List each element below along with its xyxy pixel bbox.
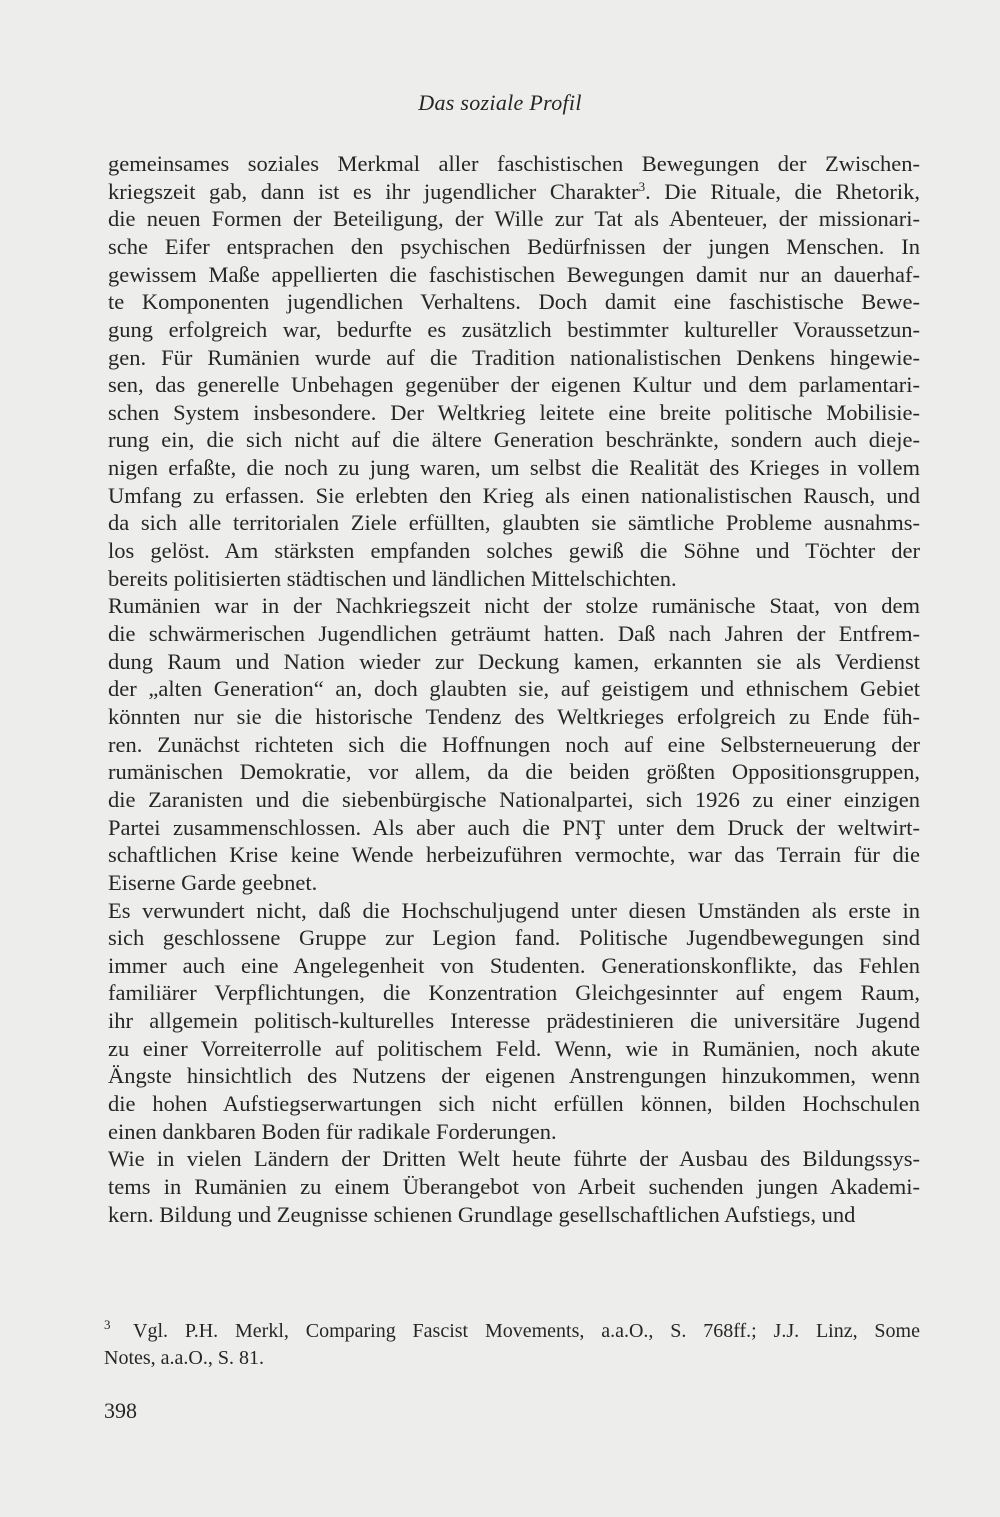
- text-line: einen dankbaren Boden für radikale Forderungen.: [108, 1119, 557, 1144]
- text-line: dung Raum und Nation wieder zur Deckung kamen, erkannten sie als Verdienst: [108, 649, 920, 674]
- text-line: Eiserne Garde geebnet.: [108, 870, 318, 895]
- text-line: kern. Bildung und Zeugnisse schienen Grundlage gesellschaftlichen Aufstiegs, und: [108, 1202, 856, 1227]
- text-line: da sich alle territorialen Ziele erfüllten, glaubten sie sämtliche Probleme ausnahms-: [108, 510, 920, 535]
- text-line: schaftlichen Krise keine Wende herbeizuführen vermochte, war das Terrain für die: [108, 842, 920, 867]
- text-line: te Komponenten jugendlichen Verhaltens. Doch damit eine faschistische Bewe-: [108, 289, 920, 314]
- text-line: tems in Rumänien zu einem Überangebot von Arbeit suchenden jungen Akademi-: [108, 1174, 920, 1199]
- text-line: gemeinsames soziales Merkmal aller faschistischen Bewegungen der Zwischen-: [108, 151, 920, 176]
- text-line: los gelöst. Am stärksten empfanden solches gewiß die Söhne und Töchter der: [108, 538, 920, 563]
- text-line: gewissem Maße appellierten die faschistischen Bewegungen damit nur an dauerhaf-: [108, 262, 920, 287]
- text-line: gen. Für Rumänien wurde auf die Tradition nationalistischen Denkens hingewie-: [108, 345, 920, 370]
- text-segment: . Die Rituale, die Rhetorik,: [645, 179, 920, 204]
- text-line: könnten nur sie die historische Tendenz des Weltkrieges erfolgreich zu Ende füh-: [108, 704, 920, 729]
- text-line: sen, das generelle Unbehagen gegenüber der eigenen Kultur und dem parlamentari-: [108, 372, 920, 397]
- text-line: Rumänien war in der Nachkriegszeit nicht der stolze rumänische Staat, von dem: [108, 593, 920, 618]
- text-line: die Zaranisten und die siebenbürgische Nationalpartei, sich 1926 zu einer einzigen: [108, 787, 920, 812]
- text-line: der „alten Generation“ an, doch glaubten sie, auf geistigem und ethnischem Gebiet: [108, 676, 920, 701]
- text-line: die neuen Formen der Beteiligung, der Wille zur Tat als Abenteuer, der missionari-: [108, 206, 920, 231]
- text-line: Umfang zu erfassen. Sie erlebten den Krieg als einen nationalistischen Rausch, und: [108, 483, 920, 508]
- text-segment: kriegszeit gab, dann ist es ihr jugendlicher Charakter: [108, 179, 639, 204]
- text-line: [108, 181, 920, 204]
- text-line: schen System insbesondere. Der Weltkrieg leitete eine breite politische Mobilisie-: [108, 400, 920, 425]
- text-line: rumänischen Demokratie, vor allem, da die beiden größten Oppositionsgruppen,: [108, 759, 920, 784]
- text-line: sche Eifer entsprachen den psychischen Bedürfnissen der jungen Menschen. In: [108, 234, 920, 259]
- text-line: rung ein, die sich nicht auf die ältere Generation beschränkte, sondern auch dieje-: [108, 427, 920, 452]
- footnote-reference: 3: [638, 179, 646, 194]
- text-line: die hohen Aufstiegserwartungen sich nicht erfüllen können, bilden Hochschulen: [108, 1091, 920, 1116]
- footnote-line: Vgl. P.H. Merkl, Comparing Fascist Movements, a.a.O., S. 768ff.; J.J. Linz, Some: [133, 1320, 920, 1342]
- text-line: Partei zusammenschlossen. Als aber auch die PNŢ unter dem Druck der weltwirt-: [108, 815, 920, 840]
- text-line: Wie in vielen Ländern der Dritten Welt heute führte der Ausbau des Bildungssys-: [108, 1146, 920, 1171]
- text-line: nigen erfaßte, die noch zu jung waren, um selbst die Realität des Krieges in vollem: [108, 455, 920, 480]
- page-number: 398: [104, 1398, 137, 1423]
- text-line: familiärer Verpflichtungen, die Konzentration Gleichgesinnter auf engem Raum,: [108, 980, 920, 1005]
- text-line: immer auch eine Angelegenheit von Studenten. Generationskonflikte, das Fehlen: [108, 953, 920, 978]
- running-head: Das soziale Profil: [418, 90, 582, 115]
- text-line: ren. Zunächst richteten sich die Hoffnungen noch auf eine Selbsterneuerung der: [108, 732, 920, 757]
- text-line: Es verwundert nicht, daß die Hochschuljugend unter diesen Umständen als erste in: [108, 898, 920, 923]
- text-line: sich geschlossene Gruppe zur Legion fand. Politische Jugendbewegungen sind: [108, 925, 920, 950]
- text-line: zu einer Vorreiterrolle auf politischem Feld. Wenn, wie in Rumänien, noch akute: [108, 1036, 920, 1061]
- footnote-line: Notes, a.a.O., S. 81.: [104, 1347, 264, 1369]
- footnote-marker: 3: [104, 1317, 111, 1332]
- text-line: gung erfolgreich war, bedurfte es zusätzlich bestimmter kultureller Voraussetzun-: [108, 317, 920, 342]
- text-line: ihr allgemein politisch-kulturelles Interesse prädestinieren die universitäre Jugend: [108, 1008, 920, 1033]
- text-line: Ängste hinsichtlich des Nutzens der eigenen Anstrengungen hinzukommen, wenn: [108, 1063, 920, 1088]
- text-line: bereits politisierten städtischen und ländlichen Mittelschichten.: [108, 566, 677, 591]
- text-line: die schwärmerischen Jugendlichen geträumt hatten. Daß nach Jahren der Entfrem-: [108, 621, 920, 646]
